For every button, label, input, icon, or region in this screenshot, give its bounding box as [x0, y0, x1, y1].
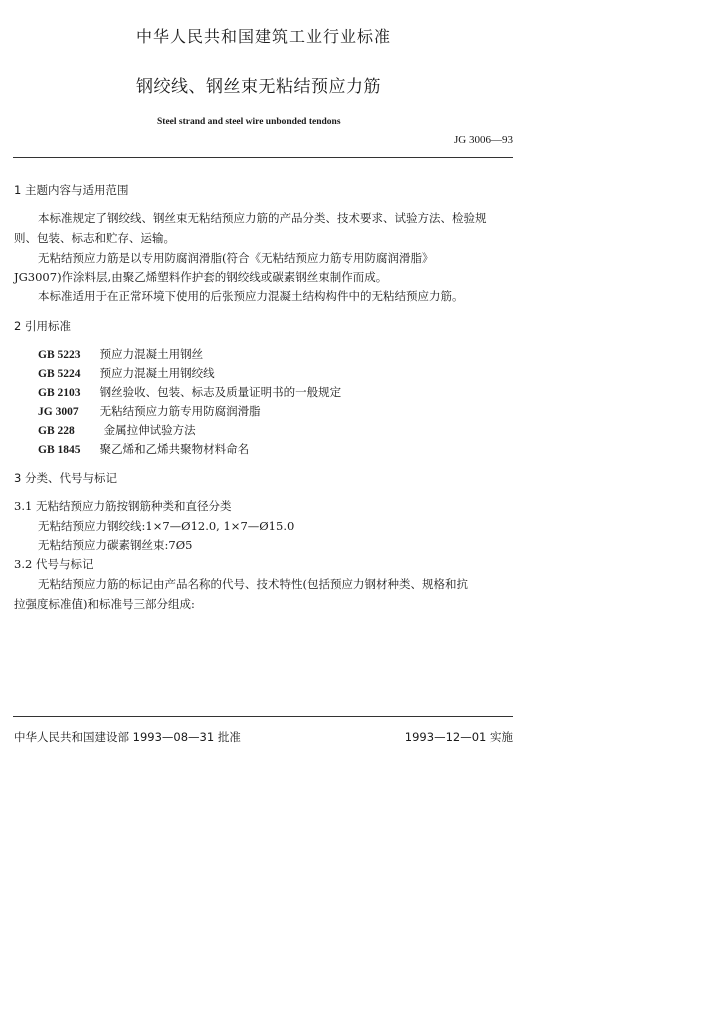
section1-line-5: 本标准适用于在正常环境下使用的后张预应力混凝土结构构件中的无粘结预应力筋。 [38, 289, 464, 303]
footer-effective-date: 1993—12—01 实施 [404, 730, 513, 744]
standard-category: 中华人民共和国建筑工业行业标准 [136, 27, 392, 46]
section3-heading: 3 分类、代号与标记 [14, 471, 117, 485]
document-title: 钢绞线、钢丝束无粘结预应力筋 [136, 77, 381, 97]
section1-heading: 1 主题内容与适用范围 [14, 183, 129, 197]
reference-item [38, 384, 341, 400]
reference-item [38, 441, 249, 457]
reference-item [38, 346, 203, 362]
reference-code: GB 5223 [38, 349, 81, 361]
reference-title: 聚乙烯和乙烯共聚物材料命名 [99, 442, 250, 456]
reference-title: 钢丝验收、包装、标志及质量证明书的一般规定 [99, 385, 342, 399]
section1-line-3: 无粘结预应力筋是以专用防腐润滑脂(符合《无粘结预应力筋专用防腐润滑脂》 [38, 251, 434, 265]
reference-code: GB 1845 [38, 444, 81, 456]
subsection-3-2-line-2: 拉强度标准值)和标准号三部分组成: [14, 597, 195, 611]
reference-title: 金属拉伸试验方法 [103, 423, 196, 437]
section1-line-2: 则、包装、标志和贮存、运输。 [14, 231, 175, 245]
reference-title: 预应力混凝土用钢丝 [99, 347, 204, 361]
footer-issuer: 中华人民共和国建设部 1993—08—31 批准 [14, 730, 241, 744]
reference-item [38, 365, 215, 381]
standard-code: JG 3006—93 [454, 134, 513, 146]
subsection-3-1-line-2: 无粘结预应力碳素钢丝束:7Ø5 [38, 538, 193, 552]
footer-rule [13, 716, 513, 717]
subsection-3-2-line-1: 无粘结预应力筋的标记由产品名称的代号、技术特性(包括预应力钢材种类、规格和抗 [38, 577, 468, 591]
subsection-3-1-line-1: 无粘结预应力钢绞线:1×7—Ø12.0, 1×7—Ø15.0 [38, 519, 295, 533]
section2-heading: 2 引用标准 [14, 319, 71, 333]
reference-item [38, 422, 196, 438]
english-title: Steel strand and steel wire unbonded tendons [157, 117, 341, 127]
reference-item [38, 403, 261, 419]
subsection-3-1-heading: 3.1 无粘结预应力筋按钢筋种类和直径分类 [14, 499, 232, 513]
reference-code: GB 2103 [38, 387, 81, 399]
section1-line-1: 本标准规定了钢绞线、钢丝束无粘结预应力筋的产品分类、技术要求、试验方法、检验规 [38, 211, 487, 225]
reference-code: JG 3007 [38, 406, 79, 418]
header-rule [13, 157, 513, 158]
reference-title: 无粘结预应力筋专用防腐润滑脂 [99, 404, 261, 418]
subsection-3-2-heading: 3.2 代号与标记 [14, 557, 94, 571]
reference-title: 预应力混凝土用钢绞线 [99, 366, 215, 380]
section1-line-4: JG3007)作涂料层,由聚乙烯塑料作护套的钢绞线或碳素钢丝束制作而成。 [14, 270, 388, 284]
reference-code: GB 228 [38, 425, 75, 437]
reference-code: GB 5224 [38, 368, 81, 380]
